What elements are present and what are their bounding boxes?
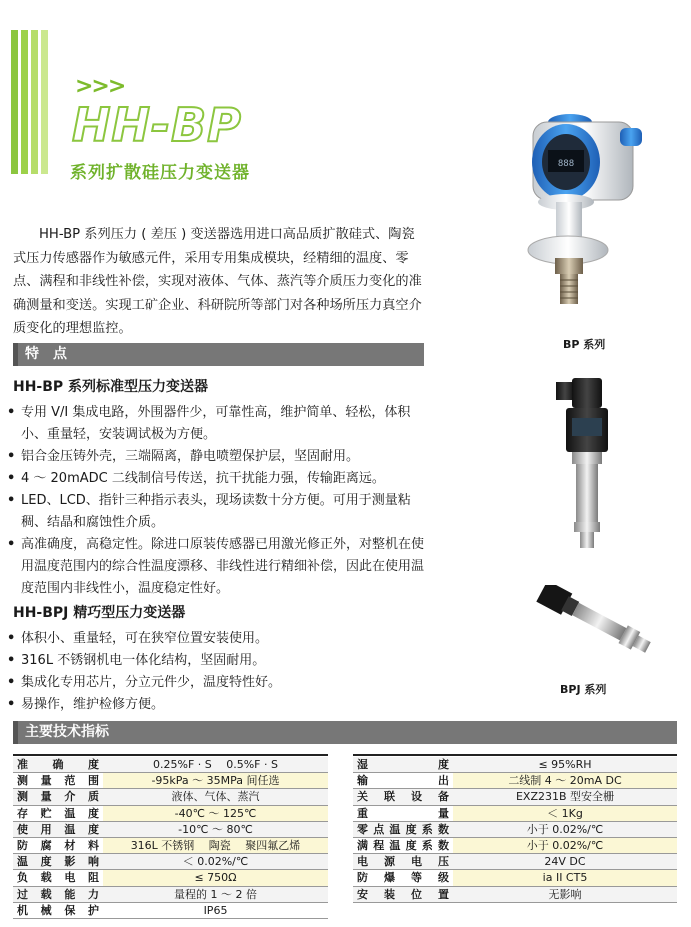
spec-value: 量程的 1 ～ 2 倍 (103, 886, 328, 902)
table-rule (353, 754, 677, 756)
green-bar (41, 30, 48, 174)
spec-value: -10℃ ～ 80℃ (103, 821, 328, 837)
table-rule (13, 754, 328, 756)
table-row (13, 870, 328, 886)
spec-label: 防腐材料 (13, 837, 103, 853)
table-row (353, 854, 677, 870)
intro-paragraph: HH-BP 系列压力 ( 差压 ) 变送器选用进口高品质扩散硅式、陶瓷式压力传感器作为敏感元件，采用专用集成模块，经精细的温度、零点、满程和非线性补偿，实现对液体、气体、蒸汽等介质压力变化的准确测量和变送。实现工矿企业、科研院所等部门对各种场所压力真空介质变化的理想监控。 (13, 227, 422, 336)
spec-value: 0.25%F · S 0.5%F · S (103, 757, 328, 773)
spec-value: EXZ231B 型安全栅 (453, 789, 677, 805)
spec-label: 测量介质 (13, 789, 103, 805)
features-section-bar (13, 343, 424, 366)
green-bar (31, 30, 38, 174)
list-item: • 集成化专用芯片，分立元件少，温度特性好。 (7, 675, 282, 690)
table-row (353, 757, 677, 773)
bp-transmitter-image (508, 110, 658, 310)
spec-value: ≤ 750Ω (103, 870, 328, 886)
spec-value: ＜ 1Kg (453, 805, 677, 821)
table-row (353, 773, 677, 789)
bp-series-caption: BP 系列 (563, 338, 606, 351)
list-item: • 4 ～ 20mADC 二线制信号传送，抗干扰能力强，传输距离远。 (7, 471, 385, 486)
list-item: • 铝合金压铸外壳，三端隔离，静电喷塑保护层，坚固耐用。 (7, 449, 360, 464)
table-row (353, 886, 677, 902)
table-row (13, 773, 328, 789)
spec-value: -40℃ ～ 125℃ (103, 805, 328, 821)
spec-label: 防爆等级 (353, 870, 453, 886)
spec-label: 关联设备 (353, 789, 453, 805)
spec-label: 过载能力 (13, 886, 103, 902)
spec-value: 液体、气体、蒸汽 (103, 789, 328, 805)
table-row (13, 789, 328, 805)
section-accent (13, 343, 18, 366)
group1-heading: HH-BP 系列标准型压力变送器 (13, 379, 209, 395)
spec-label: 机械保护 (13, 902, 103, 918)
table-row (13, 757, 328, 773)
spec-label: 重量 (353, 805, 453, 821)
spec-value: ≤ 95%RH (453, 757, 677, 773)
slim-transmitter-image (550, 372, 620, 552)
spec-label: 温度影响 (13, 854, 103, 870)
spec-label: 湿度 (353, 757, 453, 773)
spec-value: -95kPa ～ 35MPa 间任选 (103, 773, 328, 789)
features-title: 特 点 (25, 346, 67, 362)
list-item: • LED、LCD、指针三种指示表头，现场读数十分方便。可用于测量粘稠、结晶和腐蚀性介质。 (7, 493, 411, 530)
green-bar (21, 30, 28, 174)
group2-list (5, 628, 425, 716)
list-item: • 专用 V/I 集成电路，外围器件少，可靠性高，维护简单、轻松，体积小、重量轻，安装调试极为方便。 (7, 405, 411, 442)
spec-value: 小于 0.02%/℃ (453, 837, 677, 853)
table-row (13, 902, 328, 918)
spec-value: 小于 0.02%/℃ (453, 821, 677, 837)
spec-label: 零点温度系数 (353, 821, 453, 837)
table-row (353, 805, 677, 821)
spec-table-right (353, 757, 677, 903)
table-row (13, 821, 328, 837)
table-row (13, 886, 328, 902)
spec-label: 存贮温度 (13, 805, 103, 821)
specs-title: 主要技术指标 (25, 724, 109, 740)
spec-value: 24V DC (453, 854, 677, 870)
table-row (13, 805, 328, 821)
page-subtitle: 系列扩散硅压力变送器 (70, 163, 250, 183)
spec-value: ＜ 0.02%/℃ (103, 854, 328, 870)
bpj-transmitter-image (528, 585, 658, 665)
table-row (13, 837, 328, 853)
spec-value: 无影响 (453, 886, 677, 902)
table-row (353, 821, 677, 837)
spec-label: 测量范围 (13, 773, 103, 789)
list-item: • 体积小、重量轻，可在狭窄位置安装使用。 (7, 631, 269, 646)
spec-label: 输出 (353, 773, 453, 789)
spec-label: 准确度 (13, 757, 103, 773)
spec-value: 二线制 4 ～ 20mA DC (453, 773, 677, 789)
section-accent (13, 721, 18, 744)
specs-section-bar (13, 721, 677, 744)
spec-label: 满程温度系数 (353, 837, 453, 853)
spec-value: IP65 (103, 902, 328, 918)
list-item: • 易操作，维护检修方便。 (7, 697, 165, 712)
group2-heading: HH-BPJ 精巧型压力变送器 (13, 605, 186, 621)
table-row (353, 870, 677, 886)
table-row (353, 789, 677, 805)
green-bar (11, 30, 18, 174)
table-row (353, 837, 677, 853)
spec-label: 电源电压 (353, 854, 453, 870)
bpj-series-caption: BPJ 系列 (560, 683, 607, 696)
model-title: HH-BP (72, 98, 242, 152)
spec-label: 负载电阻 (13, 870, 103, 886)
spec-value: 316L 不锈钢 陶瓷 聚四氟乙烯 (103, 837, 328, 853)
spec-label: 使用温度 (13, 821, 103, 837)
list-item: • 316L 不锈钢机电一体化结构，坚固耐用。 (7, 653, 266, 668)
group1-list (5, 402, 425, 600)
chevron-icon: >>> (75, 74, 125, 99)
table-row (13, 854, 328, 870)
spec-label: 安装位置 (353, 886, 453, 902)
spec-value: ia II CT5 (453, 870, 677, 886)
list-item: • 高准确度，高稳定性。除进口原装传感器已用激光修正外，对整机在使用温度范围内的综合性温度漂移、非线性进行精细补偿，因此在使用温度范围内非线性小，温度稳定性好。 (7, 537, 425, 596)
spec-table-left (13, 757, 328, 919)
display-readout: 888 (557, 159, 575, 169)
